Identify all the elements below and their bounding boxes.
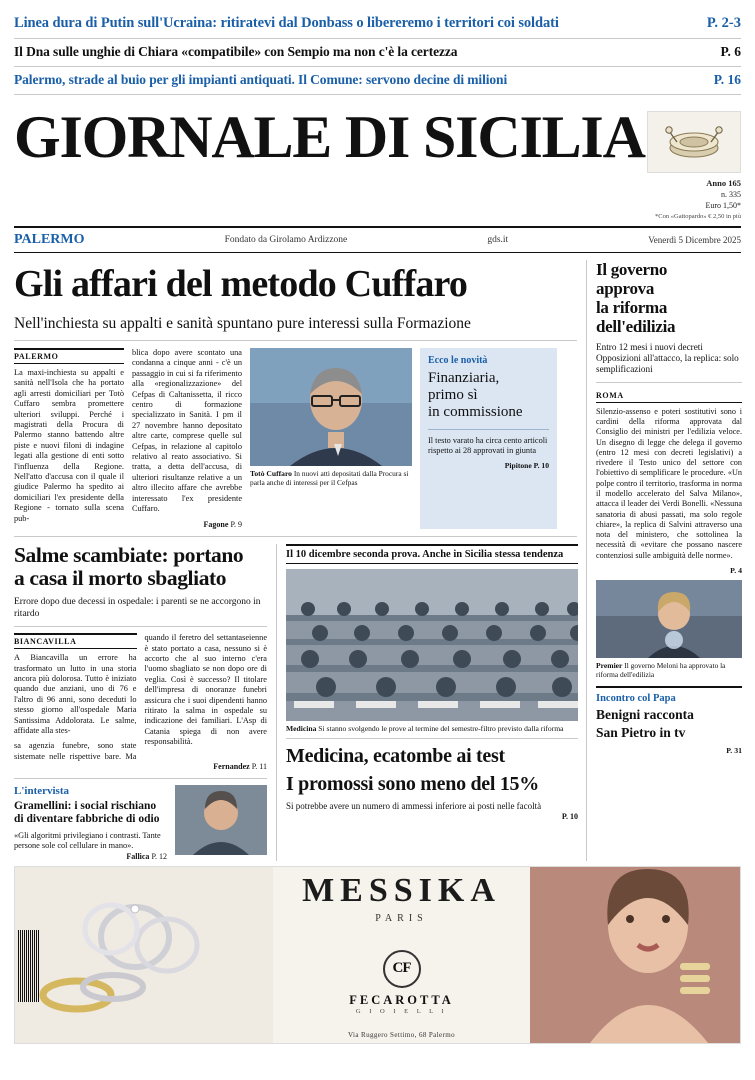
medicina-caption bbox=[286, 724, 578, 739]
masthead-right bbox=[647, 105, 741, 222]
barcode bbox=[18, 930, 40, 1016]
medicina-strip: Il 10 dicembre seconda prova. Anche in Sicilia stessa tendenza bbox=[286, 544, 578, 564]
lead-text-col-1 bbox=[14, 348, 132, 529]
byline-page: P. 12 bbox=[151, 851, 167, 861]
lead-headline[interactable]: Gli affari del metodo Cuffaro bbox=[14, 263, 468, 305]
box-kicker: Ecco le novità bbox=[428, 355, 488, 366]
ad-model-image bbox=[530, 867, 740, 1043]
main-column bbox=[14, 260, 587, 861]
medicina-title-1[interactable]: Medicina, ecatombe ai test bbox=[286, 745, 505, 768]
medicina-subtitle: Si potrebbe avere un numero di ammessi inferiore ai posti nelle facoltà bbox=[286, 801, 542, 812]
photo-aula-esame bbox=[286, 569, 578, 721]
founder-line: Fondato da Girolamo Ardizzone bbox=[224, 235, 348, 245]
sidebar-page: P. 4 bbox=[730, 566, 742, 576]
article-medicina bbox=[277, 544, 578, 860]
lead-paragraph: La maxi-inchiesta su appalti e sanità nell'Isola che ha portato agli arresti domiciliari per Totò Cuffaro sembra promettere ulteriori sviluppi. Perché i magistrati della Procura di Palermo stanno battendo altre piste e nuovi filoni di indagine legati alla gestione di enti sotto l'influenza della Regione. Nell'atto d'accusa con il quale il giudice Palermo ha spedito ai domiciliari l'ex presidente della Regione - tornato sulla scena pub- bbox=[14, 368, 124, 523]
top-teasers bbox=[14, 0, 741, 95]
newspaper-logo: GIORNALE DI SICILIA bbox=[14, 104, 645, 170]
byline-name: Fagone bbox=[203, 519, 229, 529]
lead-photo-block bbox=[250, 348, 420, 529]
sidebar-title-1[interactable]: Il governo bbox=[596, 260, 668, 279]
intervista-text bbox=[14, 785, 175, 860]
ad-brand-block bbox=[273, 867, 530, 1043]
ad-brand-city: PARIS bbox=[375, 912, 428, 924]
ad-dealer-monogram: CF bbox=[383, 950, 421, 988]
byline-page: P. 9 bbox=[230, 519, 242, 529]
sidebar-subtitle: Entro 12 mesi i nuovi decreti Opposizioni all'attacco, la replica: solo semplificazioni bbox=[596, 342, 742, 383]
papa-page: P. 31 bbox=[726, 746, 742, 756]
box-title-1: Finanziaria, bbox=[428, 370, 500, 386]
masthead bbox=[14, 105, 741, 222]
salme-body bbox=[14, 633, 267, 762]
divider bbox=[14, 536, 577, 537]
masthead-bar bbox=[14, 226, 741, 253]
prezzo-nota: *Con «Gattopardo» € 2,50 in più bbox=[655, 213, 741, 220]
papa-title-2[interactable]: San Pietro in tv bbox=[596, 725, 686, 741]
medicina-title-2[interactable]: I promossi sono meno del 15% bbox=[286, 773, 539, 796]
ad-address: Via Ruggero Settimo, 68 Palermo bbox=[347, 1030, 456, 1039]
lead-subhead: Nell'inchiesta su appalti e sanità spuntano pure interessi sulla Formazione bbox=[14, 314, 577, 341]
salme-kicker: BIANCAVILLA bbox=[14, 633, 137, 649]
intervista-byline[interactable] bbox=[14, 852, 167, 861]
caption-label: Totò Cuffaro bbox=[250, 469, 292, 478]
article-salme bbox=[14, 544, 277, 860]
photo-meloni bbox=[596, 580, 742, 658]
lead-byline[interactable] bbox=[132, 520, 242, 529]
prezzo: Euro 1,50* bbox=[705, 201, 741, 210]
teaser-page: P. 6 bbox=[720, 44, 741, 59]
caption-text: In nuovi atti depositati dalla Procura si parla anche di interessi per il Cefpas bbox=[250, 469, 409, 487]
teaser-text: Il Dna sulle unghie di Chiara «compatibile» con Sempio ma non c'è la certezza bbox=[14, 44, 458, 59]
salme-paragraph: A Biancavilla un errore ha trasformato un lutto in una storia ancora più dolorosa. Tutto è iniziato quando due anziani, uno di 76 e l'altro di 96 anni, sono deceduti lo stesso giorno all'ospedale Maria Santissima Addolorata. Le salme, affidate alla stes- bbox=[14, 653, 137, 735]
crest-icon bbox=[647, 111, 741, 173]
sidebar-title-3[interactable]: la riforma bbox=[596, 298, 668, 317]
byline-page: P. 11 bbox=[251, 762, 267, 772]
papa-title-1[interactable]: Benigni racconta bbox=[596, 707, 694, 723]
numero: n. 335 bbox=[721, 190, 741, 199]
sidebar-title-2[interactable]: approva bbox=[596, 279, 655, 298]
highlight-box[interactable] bbox=[420, 348, 557, 529]
byline-name: Fallica bbox=[126, 851, 150, 861]
content-grid bbox=[14, 260, 741, 861]
salme-title-2[interactable]: a casa il morto sbagliato bbox=[14, 566, 227, 591]
papa-label: Incontro col Papa bbox=[596, 693, 676, 705]
lead-text-col-2 bbox=[132, 348, 250, 529]
caption-label: Premier bbox=[596, 661, 623, 671]
teaser-page: P. 16 bbox=[713, 72, 741, 87]
intervista-label: L'intervista bbox=[14, 785, 69, 798]
box-title-2: primo sì bbox=[428, 387, 478, 403]
salme-title-1[interactable]: Salme scambiate: portano bbox=[14, 543, 244, 568]
ad-dealer-logo bbox=[349, 950, 454, 1015]
advertisement-messika[interactable] bbox=[14, 866, 741, 1044]
sidebar-column bbox=[587, 260, 742, 861]
photo-cuffaro bbox=[250, 348, 412, 466]
caption-text: Il governo Meloni ha approvato la riforma dell'edilizia bbox=[596, 661, 726, 680]
masthead-info bbox=[647, 178, 741, 222]
photo-gramellini bbox=[175, 785, 267, 855]
anno: Anno 165 bbox=[706, 178, 741, 188]
teaser-row[interactable] bbox=[14, 10, 741, 39]
article-intervista bbox=[14, 778, 267, 860]
ad-dealer-name: FECAROTTA bbox=[349, 992, 454, 1007]
edition-city: PALERMO bbox=[14, 232, 85, 247]
lead-kicker: PALERMO bbox=[14, 348, 124, 364]
ad-jewellery-image bbox=[15, 867, 273, 1043]
byline-name: Pipitone bbox=[504, 460, 532, 470]
intervista-quote: «Gli algoritmi privilegiano i contrasti. Tante persone sole col cellulare in mano». bbox=[14, 831, 161, 851]
sidebar-kicker: ROMA bbox=[596, 388, 742, 403]
salme-byline[interactable] bbox=[14, 762, 267, 771]
salme-subtitle: Errore dopo due decessi in ospedale: i parenti se ne accorgono in ritardo bbox=[14, 597, 267, 627]
sidebar-photo-caption bbox=[596, 661, 742, 679]
intervista-title[interactable]: Gramellini: i social rischiano di diventare fabbriche di odio bbox=[14, 800, 160, 826]
secondary-articles bbox=[14, 544, 577, 860]
teaser-page: P. 2-3 bbox=[706, 15, 741, 31]
box-byline[interactable] bbox=[428, 461, 549, 470]
photo-caption bbox=[250, 469, 412, 487]
caption-label: Medicina bbox=[286, 724, 317, 734]
box-title-3: in commissione bbox=[428, 404, 523, 420]
ad-dealer-sub: G I O I E L L I bbox=[355, 1007, 448, 1015]
teaser-row[interactable] bbox=[14, 67, 741, 95]
ad-brand-name: MESSIKA bbox=[302, 871, 501, 909]
lead-article bbox=[14, 348, 577, 529]
byline-name: Fernandez bbox=[213, 762, 250, 772]
sidebar-paragraph: Silenzio-assenso e poteri sostitutivi sono i cardini della riforma approvata dal Consiglio dei ministri per l'edilizia veloce. Un disegno di legge che delega il governo (entro 12 mesi con decreti legislativi) a rivedere il Testo unico del settore con l'obiettivo di semplificare le procedure. «Un polpe contro il territorio, trasforma in norma il modello accelerato del Salva Milano», attacca il leader dei Verdi Bonelli. «Nessuna sanatoria di abusi passati, ma solo regole chiare», la replica di Salvini attraverso una nota del ministero, che sottolinea la necessità di «evitare che possano nascere contenziosi sulle ambiguità delle norme». bbox=[596, 406, 742, 560]
teaser-text: Palermo, strade al buio per gli impianti antiquati. Il Comune: servono decine di milioni bbox=[14, 72, 508, 87]
caption-text: Si stanno svolgendo le prove al termine del semestre-filtro previsto dalla riforma bbox=[318, 724, 564, 734]
box-text: Il testo varato ha circa cento articoli rispetto ai 28 approvati in giunta bbox=[428, 429, 549, 457]
website[interactable]: gds.it bbox=[487, 235, 509, 245]
teaser-text: Linea dura di Putin sull'Ucraina: ritiratevi dal Donbass o libereremo i territori coi soldati bbox=[14, 15, 559, 31]
teaser-row[interactable] bbox=[14, 39, 741, 67]
lead-paragraph: blica dopo avere scontato una condanna a cinque anni - c'è un passaggio in cui si fa riferimento alla «regionalizzazione» del Cefpas di Caltanissetta, il ricco centro di formazione specializzato in Sanità. I pm il 27 novembre hanno depositato altre carte, comprese quelle sul Cefpas, in relazione al capitolo relativo al reato associativo. Si tratta, a detta dell'accusa, di ulteriori risultanze relative a un altro illecito affare che avrebbe interessato l'ex presidente Cuffaro. bbox=[132, 348, 242, 514]
article-papa bbox=[596, 686, 742, 755]
medicina-page: P. 10 bbox=[561, 812, 578, 822]
byline-page: P. 10 bbox=[533, 460, 549, 470]
salme-paragraph: sa agenzia funebre, sono state sistemate nelle rispettive bare. Ma quando il feretro del settantaseienne è stato portato a casa, nessuno si è accorto che al suo interno c'era l'uomo sbagliato se non dopo ore di veglia. Così è successo? Il titolare dell'impresa di onoranze funebri assicura che i suoi dipendenti hanno ritirato la salma in ospedale su indicazione dei familiari. L'Asp di Catania spiega di non avere responsabilità. bbox=[14, 633, 267, 761]
issue-date: Venerdì 5 Dicembre 2025 bbox=[648, 235, 741, 245]
sidebar-title-4[interactable]: dell'edilizia bbox=[596, 317, 676, 336]
